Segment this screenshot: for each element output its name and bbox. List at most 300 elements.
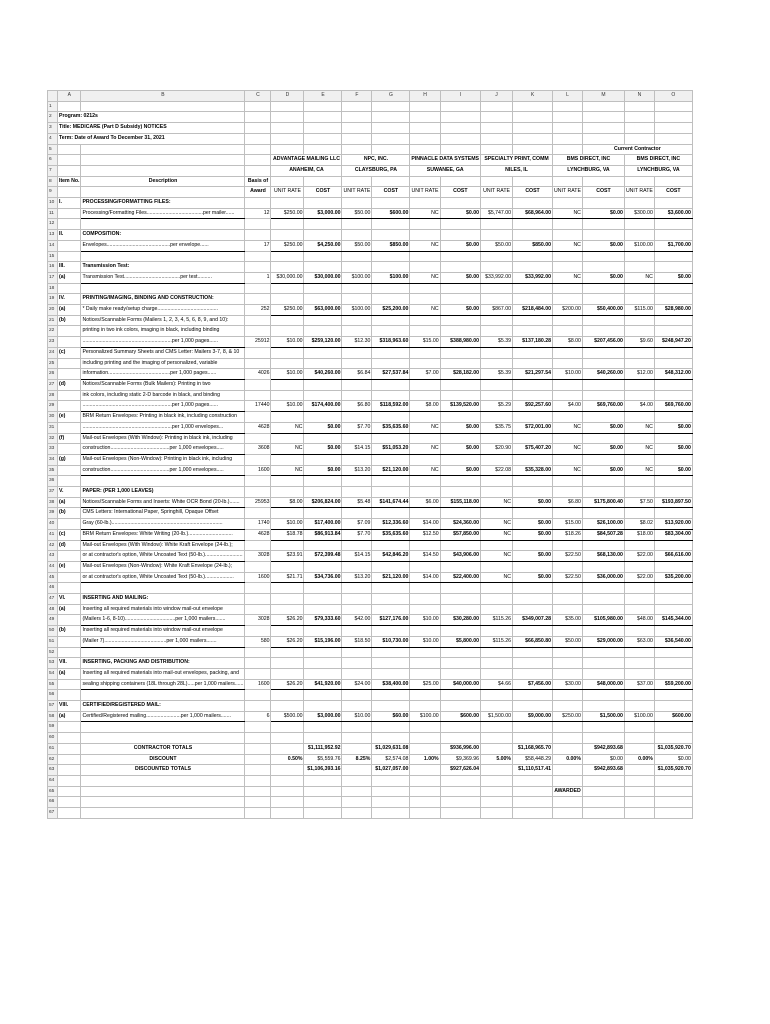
column-header-n[interactable]: N <box>624 91 654 102</box>
unit-rate-cell[interactable]: $115.26 <box>481 615 513 626</box>
cost-cell[interactable]: $174,400.00 <box>304 401 342 412</box>
unit-rate-cell[interactable] <box>481 198 513 209</box>
cost-cell[interactable] <box>582 294 624 305</box>
cost-cell[interactable] <box>372 358 410 369</box>
unit-rate-cell[interactable] <box>410 604 440 615</box>
cost-cell[interactable]: $0.00 <box>440 422 480 433</box>
cost-cell[interactable] <box>440 454 480 465</box>
description-cell[interactable]: Mail-out Envelopes (With Window): Printing in black ink, including <box>81 433 245 444</box>
unit-rate-cell[interactable] <box>271 251 304 262</box>
unit-rate-cell[interactable] <box>481 647 513 658</box>
row-number[interactable]: 61 <box>48 743 58 754</box>
unit-rate-cell[interactable]: $4.66 <box>481 679 513 690</box>
empty-cell[interactable] <box>245 765 271 776</box>
totals-value-cell[interactable]: $1,111,952.92 <box>304 743 342 754</box>
cost-cell[interactable] <box>304 315 342 326</box>
unit-rate-cell[interactable]: $300.00 <box>624 208 654 219</box>
item-number-cell[interactable] <box>58 733 81 744</box>
unit-rate-cell[interactable] <box>342 540 372 551</box>
unit-rate-cell[interactable]: NC <box>624 465 654 476</box>
unit-rate-cell[interactable] <box>553 626 583 637</box>
unit-rate-cell[interactable] <box>342 390 372 401</box>
unit-rate-cell[interactable]: $14.15 <box>342 551 372 562</box>
description-cell[interactable]: PRINTING/IMAGING, BINDING AND CONSTRUCTION: <box>81 294 245 305</box>
cost-cell[interactable] <box>440 347 480 358</box>
description-cell[interactable]: including printing and the imaging of personalized, variable <box>81 358 245 369</box>
cost-cell[interactable]: $59,200.00 <box>654 679 692 690</box>
cost-cell[interactable]: $118,592.00 <box>372 401 410 412</box>
empty-cell[interactable] <box>372 786 410 797</box>
unit-rate-cell[interactable]: $7.70 <box>342 529 372 540</box>
item-number-cell[interactable]: (f) <box>58 433 81 444</box>
item-number-cell[interactable]: (a) <box>58 604 81 615</box>
unit-rate-cell[interactable] <box>342 583 372 594</box>
unit-rate-cell[interactable]: $100.00 <box>410 711 440 722</box>
cost-cell[interactable] <box>304 701 342 712</box>
cost-cell[interactable]: $40,260.00 <box>304 369 342 380</box>
contractor-location[interactable]: CLAYSBURG, PA <box>342 165 410 176</box>
unit-rate-cell[interactable]: $18.50 <box>342 636 372 647</box>
empty-cell[interactable] <box>654 112 692 123</box>
cost-cell[interactable] <box>440 262 480 273</box>
row-number[interactable]: 10 <box>48 198 58 209</box>
basis-of-award-cell[interactable]: 17 <box>245 240 271 251</box>
cost-cell[interactable]: $0.00 <box>582 240 624 251</box>
unit-rate-cell[interactable] <box>271 701 304 712</box>
description-cell[interactable] <box>81 283 245 294</box>
unit-rate-cell[interactable] <box>342 315 372 326</box>
discount-rate-cell[interactable]: 0.00% <box>624 754 654 765</box>
cost-cell[interactable] <box>440 561 480 572</box>
empty-cell[interactable] <box>440 144 480 155</box>
unit-rate-cell[interactable] <box>481 347 513 358</box>
description-cell[interactable] <box>81 476 245 487</box>
unit-rate-cell[interactable] <box>553 433 583 444</box>
unit-rate-cell[interactable] <box>553 198 583 209</box>
cost-cell[interactable] <box>304 251 342 262</box>
unit-rate-cell[interactable] <box>342 733 372 744</box>
unit-rate-cell[interactable] <box>271 230 304 241</box>
empty-cell[interactable] <box>513 786 553 797</box>
unit-rate-cell[interactable] <box>271 487 304 498</box>
unit-rate-cell[interactable] <box>410 358 440 369</box>
item-number-cell[interactable] <box>58 422 81 433</box>
item-number-cell[interactable]: (d) <box>58 379 81 390</box>
item-number-cell[interactable]: (b) <box>58 508 81 519</box>
item-number-cell[interactable] <box>58 240 81 251</box>
cost-cell[interactable]: $0.00 <box>440 305 480 316</box>
row-number[interactable]: 2 <box>48 112 58 123</box>
totals-value-cell[interactable]: $1,035,920.70 <box>654 743 692 754</box>
cost-cell[interactable] <box>304 583 342 594</box>
cost-cell[interactable]: $17,400.00 <box>304 519 342 530</box>
description-cell[interactable] <box>81 647 245 658</box>
empty-cell[interactable] <box>440 797 480 808</box>
row-number[interactable]: 62 <box>48 754 58 765</box>
cost-cell[interactable] <box>582 626 624 637</box>
unit-rate-cell[interactable] <box>481 733 513 744</box>
unit-rate-cell[interactable] <box>342 487 372 498</box>
unit-rate-cell[interactable]: NC <box>271 422 304 433</box>
basis-of-award-cell[interactable] <box>245 198 271 209</box>
unit-rate-cell[interactable] <box>553 219 583 230</box>
unit-rate-cell[interactable]: $25.00 <box>410 679 440 690</box>
cost-cell[interactable] <box>654 594 692 605</box>
unit-rate-cell[interactable] <box>271 283 304 294</box>
item-number-cell[interactable] <box>58 208 81 219</box>
cost-cell[interactable] <box>513 315 553 326</box>
unit-rate-cell[interactable] <box>624 326 654 337</box>
empty-cell[interactable] <box>513 133 553 144</box>
unit-rate-cell[interactable] <box>624 583 654 594</box>
cost-cell[interactable] <box>372 347 410 358</box>
cost-cell[interactable]: $72,399.48 <box>304 551 342 562</box>
unit-rate-cell[interactable]: $9.60 <box>624 337 654 348</box>
unit-rate-cell[interactable]: $12.30 <box>342 337 372 348</box>
empty-cell[interactable] <box>58 144 81 155</box>
row-number[interactable]: 13 <box>48 230 58 241</box>
row-number[interactable]: 30 <box>48 412 58 423</box>
description-cell[interactable]: PROCESSING/FORMATTING FILES: <box>81 198 245 209</box>
description-cell[interactable]: Inserting all required materials into mail-out envelopes, packing, and <box>81 668 245 679</box>
cost-cell[interactable] <box>372 379 410 390</box>
basis-of-award-cell[interactable] <box>245 476 271 487</box>
empty-cell[interactable] <box>342 123 372 134</box>
row-number[interactable]: 23 <box>48 337 58 348</box>
row-number[interactable]: 22 <box>48 326 58 337</box>
unit-rate-cell[interactable]: $7.00 <box>410 369 440 380</box>
basis-of-header[interactable]: Basis of <box>245 176 271 187</box>
empty-cell[interactable] <box>410 797 440 808</box>
unit-rate-cell[interactable] <box>481 262 513 273</box>
empty-cell[interactable] <box>654 133 692 144</box>
contractor-name[interactable]: NPC, INC. <box>342 155 410 166</box>
unit-rate-cell[interactable]: $18.26 <box>553 529 583 540</box>
cost-cell[interactable]: $27,537.84 <box>372 369 410 380</box>
description-cell[interactable] <box>81 733 245 744</box>
unit-rate-cell[interactable]: $100.00 <box>624 240 654 251</box>
cost-cell[interactable]: $259,120.00 <box>304 337 342 348</box>
unit-rate-cell[interactable] <box>342 379 372 390</box>
cost-cell[interactable] <box>440 379 480 390</box>
cost-cell[interactable]: $0.00 <box>513 497 553 508</box>
contractor-location[interactable]: LYNCHBURG, VA <box>553 165 625 176</box>
unit-rate-cell[interactable]: $250.00 <box>271 208 304 219</box>
empty-cell[interactable] <box>582 776 624 787</box>
empty-cell[interactable] <box>624 797 654 808</box>
cost-cell[interactable]: $29,000.00 <box>582 636 624 647</box>
description-cell[interactable]: Inserting all required materials into window mail-out envelope <box>81 626 245 637</box>
cost-cell[interactable] <box>513 647 553 658</box>
basis-of-award-cell[interactable] <box>245 390 271 401</box>
item-number-cell[interactable] <box>58 358 81 369</box>
unit-rate-cell[interactable]: NC <box>481 572 513 583</box>
item-number-cell[interactable]: (d) <box>58 540 81 551</box>
cost-cell[interactable]: $218,484.00 <box>513 305 553 316</box>
item-number-cell[interactable]: (a) <box>58 711 81 722</box>
unit-rate-cell[interactable] <box>624 594 654 605</box>
cost-cell[interactable]: $7,456.00 <box>513 679 553 690</box>
unit-rate-cell[interactable] <box>410 294 440 305</box>
unit-rate-cell[interactable] <box>624 347 654 358</box>
basis-of-award-cell[interactable]: 17440 <box>245 401 271 412</box>
unit-rate-cell[interactable] <box>342 347 372 358</box>
unit-rate-cell[interactable] <box>624 315 654 326</box>
empty-cell[interactable] <box>58 743 81 754</box>
cost-cell[interactable] <box>513 487 553 498</box>
row-number[interactable]: 7 <box>48 165 58 176</box>
basis-of-award-cell[interactable] <box>245 487 271 498</box>
unit-rate-cell[interactable]: $10.00 <box>271 369 304 380</box>
unit-rate-cell[interactable] <box>481 251 513 262</box>
cost-cell[interactable] <box>582 198 624 209</box>
unit-rate-cell[interactable] <box>624 508 654 519</box>
unit-rate-cell[interactable]: $8.00 <box>410 401 440 412</box>
unit-rate-cell[interactable]: $24.00 <box>342 679 372 690</box>
cost-cell[interactable]: $51,053.20 <box>372 444 410 455</box>
unit-rate-cell[interactable]: NC <box>410 208 440 219</box>
unit-rate-cell[interactable] <box>271 476 304 487</box>
unit-rate-cell[interactable]: $500.00 <box>271 711 304 722</box>
unit-rate-cell[interactable]: $22.50 <box>553 551 583 562</box>
empty-cell[interactable] <box>304 133 342 144</box>
unit-rate-cell[interactable]: $10.00 <box>271 401 304 412</box>
cost-cell[interactable]: $206,824.00 <box>304 497 342 508</box>
cost-cell[interactable] <box>304 476 342 487</box>
unit-rate-cell[interactable] <box>553 379 583 390</box>
corner-cell[interactable] <box>48 91 58 102</box>
empty-cell[interactable] <box>654 123 692 134</box>
empty-cell[interactable] <box>654 786 692 797</box>
unit-rate-cell[interactable] <box>553 540 583 551</box>
totals-label[interactable]: DISCOUNTED TOTALS <box>81 765 245 776</box>
unit-rate-cell[interactable]: $18.78 <box>271 529 304 540</box>
cost-cell[interactable] <box>654 219 692 230</box>
unit-rate-cell[interactable]: $4.00 <box>624 401 654 412</box>
unit-rate-cell[interactable] <box>553 647 583 658</box>
empty-cell[interactable] <box>481 176 513 187</box>
current-contractor-label[interactable]: Current Contractor <box>582 144 692 155</box>
cost-cell[interactable] <box>513 454 553 465</box>
cost-cell[interactable]: $25,200.00 <box>372 305 410 316</box>
cost-cell[interactable] <box>372 262 410 273</box>
description-cell[interactable]: Notices/Scannable Forms (Mailers 1, 2, 3, 4, 5, 6, 8, 9, and 10): <box>81 315 245 326</box>
column-header-h[interactable]: H <box>410 91 440 102</box>
empty-cell[interactable] <box>513 112 553 123</box>
basis-of-award-cell[interactable]: 4628 <box>245 529 271 540</box>
cost-cell[interactable] <box>513 219 553 230</box>
cost-cell[interactable] <box>582 594 624 605</box>
cost-cell[interactable] <box>582 583 624 594</box>
cost-cell[interactable]: $12,336.60 <box>372 519 410 530</box>
row-number[interactable]: 35 <box>48 465 58 476</box>
cost-cell[interactable] <box>440 219 480 230</box>
unit-rate-cell[interactable]: $10.00 <box>271 337 304 348</box>
cost-cell[interactable]: $0.00 <box>582 465 624 476</box>
unit-rate-cell[interactable] <box>342 508 372 519</box>
cost-cell[interactable] <box>654 668 692 679</box>
cost-cell[interactable] <box>440 540 480 551</box>
cost-cell[interactable] <box>654 722 692 733</box>
unit-rate-cell[interactable] <box>624 690 654 701</box>
cost-cell[interactable]: $0.00 <box>582 422 624 433</box>
empty-cell[interactable] <box>58 786 81 797</box>
unit-rate-cell[interactable] <box>271 626 304 637</box>
unit-rate-cell[interactable]: $13.20 <box>342 572 372 583</box>
cost-cell[interactable] <box>582 540 624 551</box>
unit-rate-cell[interactable]: $8.02 <box>624 519 654 530</box>
unit-rate-cell[interactable] <box>410 230 440 241</box>
cost-cell[interactable] <box>513 262 553 273</box>
unit-rate-cell[interactable] <box>553 262 583 273</box>
unit-rate-cell[interactable]: $26.20 <box>271 679 304 690</box>
cost-cell[interactable] <box>372 604 410 615</box>
cost-cell[interactable]: $38,400.00 <box>372 679 410 690</box>
empty-cell[interactable] <box>410 808 440 819</box>
cost-cell[interactable] <box>440 594 480 605</box>
unit-rate-cell[interactable] <box>342 701 372 712</box>
row-number[interactable]: 15 <box>48 251 58 262</box>
row-number[interactable]: 5 <box>48 144 58 155</box>
row-number[interactable]: 29 <box>48 401 58 412</box>
cost-cell[interactable] <box>582 412 624 423</box>
unit-rate-header[interactable]: UNIT RATE <box>553 187 583 198</box>
empty-cell[interactable] <box>342 797 372 808</box>
cost-cell[interactable] <box>513 326 553 337</box>
empty-cell[interactable] <box>654 101 692 112</box>
item-number-cell[interactable] <box>58 647 81 658</box>
cost-cell[interactable] <box>304 626 342 637</box>
cost-cell[interactable] <box>372 454 410 465</box>
empty-cell[interactable] <box>271 133 304 144</box>
cost-cell[interactable]: $35,200.00 <box>654 572 692 583</box>
unit-rate-cell[interactable] <box>624 626 654 637</box>
item-number-cell[interactable]: VI. <box>58 594 81 605</box>
cost-cell[interactable] <box>654 315 692 326</box>
empty-cell[interactable] <box>304 144 342 155</box>
empty-cell[interactable] <box>582 112 624 123</box>
item-number-cell[interactable]: (a) <box>58 305 81 316</box>
description-cell[interactable]: ..............................................................per 1,000 pages...... <box>81 401 245 412</box>
item-number-cell[interactable] <box>58 722 81 733</box>
unit-rate-cell[interactable] <box>624 433 654 444</box>
row-number[interactable]: 12 <box>48 219 58 230</box>
unit-rate-cell[interactable]: $30,000.00 <box>271 272 304 283</box>
unit-rate-cell[interactable]: $50.00 <box>342 240 372 251</box>
contractor-location[interactable]: ANAHEIM, CA <box>271 165 342 176</box>
unit-rate-cell[interactable] <box>271 647 304 658</box>
row-number[interactable]: 19 <box>48 294 58 305</box>
unit-rate-cell[interactable] <box>481 487 513 498</box>
totals-value-cell[interactable]: $942,893.68 <box>582 743 624 754</box>
empty-cell[interactable] <box>481 144 513 155</box>
cost-cell[interactable] <box>513 412 553 423</box>
unit-rate-header[interactable]: UNIT RATE <box>410 187 440 198</box>
unit-rate-cell[interactable]: $21.71 <box>271 572 304 583</box>
description-cell[interactable]: Transmission Test.......................................per test.......... <box>81 272 245 283</box>
description-cell[interactable]: information...........................................per 1,000 pages...... <box>81 369 245 380</box>
empty-cell[interactable] <box>553 101 583 112</box>
column-header-l[interactable]: L <box>553 91 583 102</box>
empty-cell[interactable] <box>553 176 583 187</box>
row-number[interactable]: 45 <box>48 572 58 583</box>
totals-value-cell[interactable]: $0.00 <box>582 754 624 765</box>
description-cell[interactable]: Certified/Registered mailing........................per 1,000 mailers....... <box>81 711 245 722</box>
cost-cell[interactable]: $0.00 <box>440 465 480 476</box>
unit-rate-cell[interactable]: $18.00 <box>624 529 654 540</box>
unit-rate-cell[interactable]: NC <box>481 529 513 540</box>
description-cell[interactable]: Inserting all required materials into window mail-out envelope <box>81 604 245 615</box>
cost-cell[interactable]: $48,312.00 <box>654 369 692 380</box>
totals-value-cell[interactable]: $58,448.29 <box>513 754 553 765</box>
item-number-cell[interactable]: (g) <box>58 454 81 465</box>
cost-cell[interactable] <box>654 262 692 273</box>
unit-rate-cell[interactable] <box>481 358 513 369</box>
cost-cell[interactable] <box>304 487 342 498</box>
empty-cell[interactable] <box>372 133 410 144</box>
cost-cell[interactable] <box>582 647 624 658</box>
row-number[interactable]: 54 <box>48 668 58 679</box>
totals-label[interactable]: CONTRACTOR TOTALS <box>81 743 245 754</box>
cost-cell[interactable]: $4,250.00 <box>304 240 342 251</box>
cost-cell[interactable] <box>582 658 624 669</box>
empty-cell[interactable] <box>624 123 654 134</box>
empty-cell[interactable] <box>481 112 513 123</box>
unit-rate-cell[interactable] <box>553 690 583 701</box>
unit-rate-cell[interactable] <box>624 658 654 669</box>
unit-rate-cell[interactable]: $5,747.00 <box>481 208 513 219</box>
cost-cell[interactable] <box>304 230 342 241</box>
unit-rate-cell[interactable] <box>271 379 304 390</box>
discount-rate-cell[interactable] <box>271 765 304 776</box>
cost-cell[interactable] <box>513 540 553 551</box>
cost-cell[interactable] <box>513 668 553 679</box>
column-header-k[interactable]: K <box>513 91 553 102</box>
unit-rate-cell[interactable]: $10.00 <box>553 369 583 380</box>
unit-rate-cell[interactable] <box>410 594 440 605</box>
empty-cell[interactable] <box>481 797 513 808</box>
cost-cell[interactable] <box>440 358 480 369</box>
empty-cell[interactable] <box>58 101 81 112</box>
row-number[interactable]: 33 <box>48 444 58 455</box>
empty-cell[interactable] <box>440 123 480 134</box>
empty-cell[interactable] <box>440 112 480 123</box>
unit-rate-cell[interactable] <box>342 626 372 637</box>
cost-cell[interactable]: $86,913.84 <box>304 529 342 540</box>
unit-rate-cell[interactable] <box>624 412 654 423</box>
unit-rate-cell[interactable]: $14.00 <box>410 572 440 583</box>
item-number-cell[interactable] <box>58 369 81 380</box>
unit-rate-cell[interactable] <box>410 283 440 294</box>
empty-cell[interactable] <box>81 797 245 808</box>
title-cell[interactable]: Title: MEDICARE (Part D Subsidy) NOTICES <box>58 123 245 134</box>
unit-rate-cell[interactable]: $30.00 <box>553 679 583 690</box>
cost-cell[interactable] <box>372 690 410 701</box>
empty-cell[interactable] <box>271 112 304 123</box>
empty-cell[interactable] <box>342 776 372 787</box>
cost-cell[interactable] <box>582 733 624 744</box>
basis-of-award-cell[interactable] <box>245 412 271 423</box>
cost-cell[interactable]: $0.00 <box>654 444 692 455</box>
empty-cell[interactable] <box>440 808 480 819</box>
unit-rate-cell[interactable] <box>481 668 513 679</box>
description-cell[interactable]: (Mailers 1-6, 8-10)...................................per 1,000 mailers....... <box>81 615 245 626</box>
row-number[interactable]: 44 <box>48 561 58 572</box>
unit-rate-cell[interactable] <box>271 561 304 572</box>
empty-cell[interactable] <box>81 144 245 155</box>
unit-rate-cell[interactable] <box>553 722 583 733</box>
totals-value-cell[interactable]: $1,110,517.41 <box>513 765 553 776</box>
